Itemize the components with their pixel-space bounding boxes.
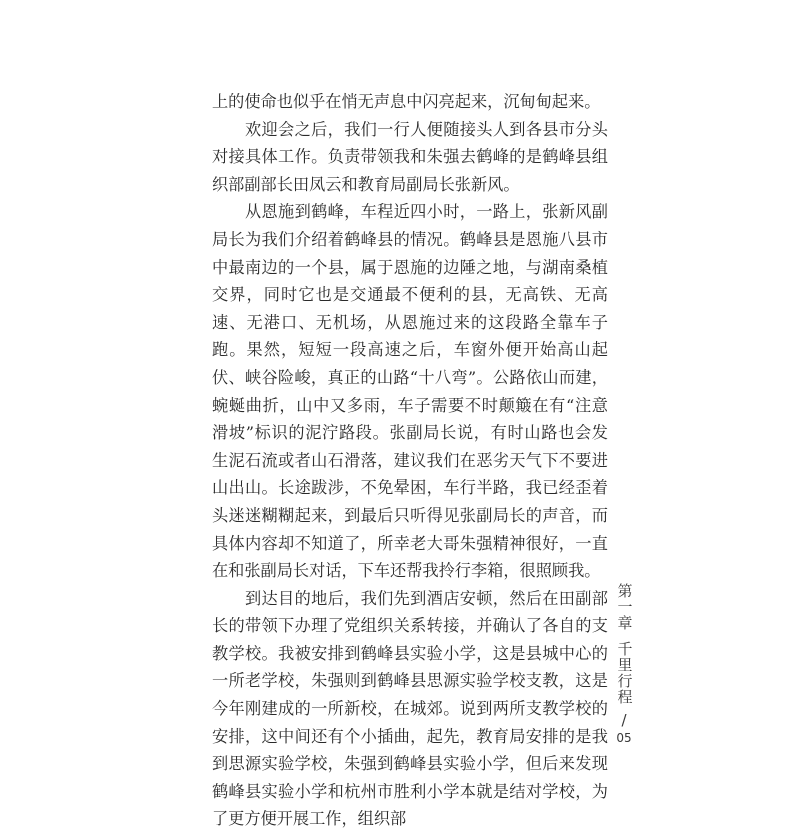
running-head-separator: /: [621, 711, 627, 729]
page-number: 05: [616, 731, 632, 745]
paragraph-2: 欢迎会之后，我们一行人便随接头人到各县市分头对接具体工作。负责带领我和朱强去鹤峰的是鹤峰县组织部副部长田凤云和教育局副局长张新风。: [212, 119, 608, 194]
body-text: [212, 88, 608, 833]
chapter-title: 千里行程: [615, 641, 634, 705]
paragraph-3: 从恩施到鹤峰，车程近四小时，一路上，张新风副局长为我们介绍着鹤峰县的情况。鹤峰县是恩施八县市中最南边的一个县，属于恩施的边陲之地，与湖南桑植交界，同时它也是交通最不便利的县，无高铁、无高速、无港口、无机场，从恩施过来的这段路全靠车子跑。果然，短短一段高速之后，车窗外便开始高山起伏、峡谷险峻，真正的山路“十八弯”。公路依山而建，蜿蜒曲折，山中又多雨，车子需要不时颠簸在有“注意滑坡”标识的泥泞路段。张副局长说，有时山路也会发生泥石流或者山石滑落，建议我们在恶劣天气下不要进山出山。长途跋涉，不免晕困，车行半路，我已经歪着头迷迷糊糊起来，到最后只听得见张副局长的声音，而具体内容却不知道了，所幸老大哥朱强精神很好，一直在和张副局长对话，下车还帮我拎行李箱，很照顾我。: [212, 202, 608, 581]
running-head: [613, 583, 635, 744]
chapter-label: 第一章: [615, 583, 634, 631]
paragraph-4: 到达目的地后，我们先到酒店安顿，然后在田副部长的带领下办理了党组织关系转接，并确认了各自的支教学校。我被安排到鹤峰县实验小学，这是县城中心的一所老学校，朱强则到鹤峰县思源实验学校支教，这是今年刚建成的一所新校，在城郊。说到两所支教学校的安排，这中间还有个小插曲，起先，教育局安排的是我到思源实验学校，朱强到鹤峰县实验小学，但后来发现鹤峰县实验小学和杭州市胜利小学本就是结对学校，为了更方便开展工作，组织部: [212, 588, 608, 829]
paragraph-1: 上的使命也似乎在悄无声息中闪亮起来，沉甸甸起来。: [212, 92, 601, 111]
